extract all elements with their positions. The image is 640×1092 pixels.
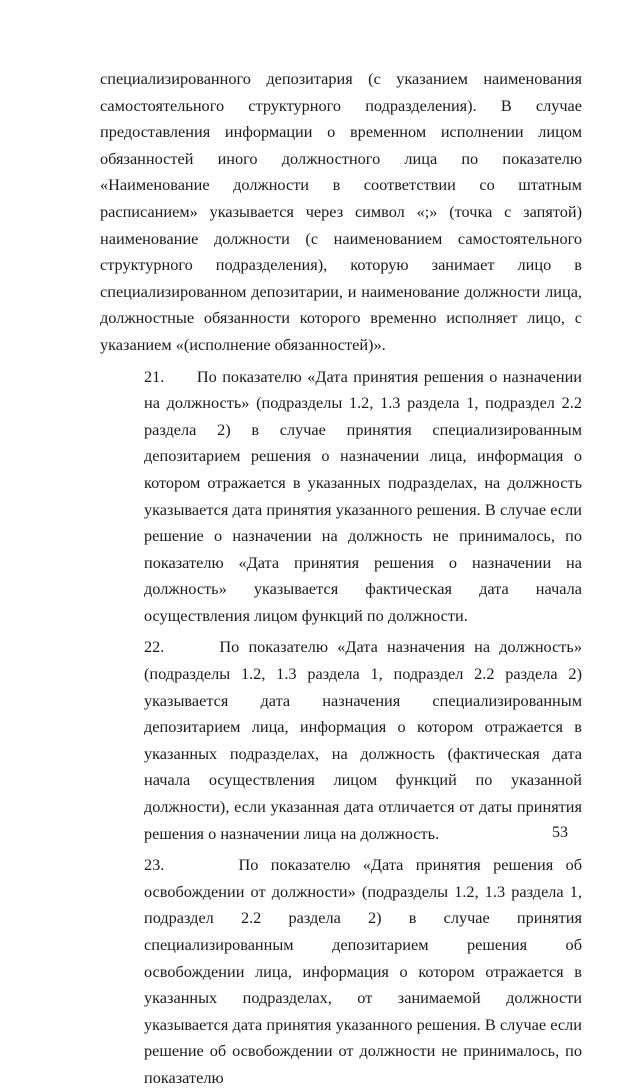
- paragraph-23: [100, 852, 582, 1091]
- paragraph-number: 22.: [144, 637, 165, 657]
- paragraph-text: специализированного депозитария (с указанием наименования самостоятельного структурного подразделения). В случае предоставления информации о временном исполнении лицом обязанностей иного должностного лица по показателю «Наименование должности в соответствии со штатным расписанием» указывается через символ «;» (точка с запятой) наименование должности (с наименованием самостоятельного структурного подразделения), которую занимает лицо в специализированном депозитарии, и наименование должности лица, должностные обязанности которого временно исполняет лицо, с указанием «(исполнение обязанностей)».: [100, 69, 582, 354]
- paragraph-text: По показателю «Дата назначения на должность» (подразделы 1.2, 1.3 раздела 1, подраздел 2.2 раздела 2) указывается дата назначения специализированным депозитарием лица, информация о котором отражается в указанных подразделах, на должность (фактическая дата начала осуществления лицом функций по указанной должности), если указанная дата отличается от даты принятия решения о назначении лица на должность.: [144, 637, 582, 843]
- paragraph-text: По показателю «Дата принятия решения об освобождении от должности» (подразделы 1.2, 1.3 раздела 1, подраздел 2.2 раздела 2) в случае принятия специализированным депозитарием решения об освобождении лица, информация о котором отражается в указанных подразделах, от занимаемой должности указывается дата принятия указанного решения. В случае если решение об освобождении от должности не принималось, по показателю: [144, 855, 582, 1087]
- paragraph-number: 23.: [144, 855, 165, 875]
- document-body: [100, 66, 582, 1092]
- paragraph-number: 21.: [144, 366, 165, 386]
- page-number: 53: [552, 824, 568, 841]
- paragraph-22: [100, 634, 582, 847]
- paragraph-continuation: [100, 66, 582, 359]
- paragraph-21: [100, 364, 582, 630]
- paragraph-text: По показателю «Дата принятия решения о назначении на должность» (подразделы 1.2, 1.3 раздела 1, подраздел 2.2 раздела 2) в случае принятия специализированным депозитарием решения о назначении лица, информация о котором отражается в указанных подразделах, на должность указывается дата принятия указанного решения. В случае если решение о назначении на должность не принималось, по показателю «Дата принятия решения о назначении на должность» указывается фактическая дата начала осуществления лицом функций по должности.: [144, 366, 582, 625]
